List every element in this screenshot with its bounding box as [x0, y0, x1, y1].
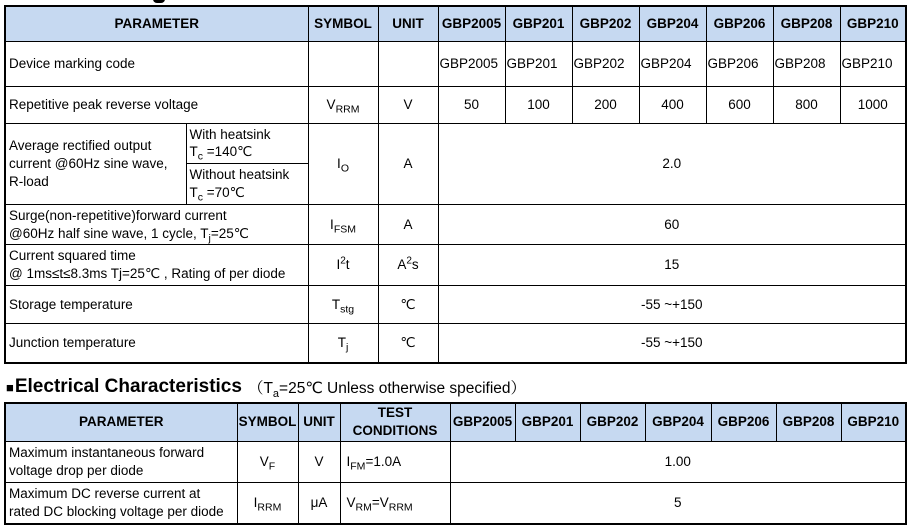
value-cell: 100 [505, 86, 572, 123]
condition-with-heatsink-cell: With heatsink $T_c$ =140℃ [186, 123, 308, 164]
unit-cell: ℃ [378, 324, 438, 363]
col-header-gbp201: GBP201 [515, 403, 580, 441]
col-header-gbp208: GBP208 [776, 403, 841, 441]
col-header-gbp201: GBP201 [505, 6, 572, 41]
symbol-cell: $T_{stg}$ [308, 286, 378, 324]
row-vrrm [5, 86, 906, 123]
row-tstg [5, 286, 906, 324]
value-cell: GBP208 [773, 41, 840, 86]
param-cell: Junction temperature [5, 324, 308, 363]
row-tj [5, 324, 906, 363]
unit-cell: V [298, 441, 340, 482]
value-cell: 2.0 [438, 123, 906, 204]
param-cell: Storage temperature [5, 286, 308, 324]
col-header-gbp202: GBP202 [572, 6, 639, 41]
test-condition-cell: $V_{RM}=V_{RRM}$ [340, 482, 450, 524]
col-header-gbp202: GBP202 [580, 403, 645, 441]
unit-cell: ℃ [378, 286, 438, 324]
test-condition-cell: $I_{FM}=1.0A$ [340, 441, 450, 482]
section-title: Electrical Characteristics [14, 376, 242, 397]
col-header-parameter: PARAMETER [5, 403, 237, 441]
row-io-with-heatsink [5, 123, 906, 164]
value-cell: -55 ~+150 [438, 324, 906, 363]
row-device-marking [5, 41, 906, 86]
param-cell: Repetitive peak reverse voltage [5, 86, 308, 123]
value-cell: 600 [706, 86, 773, 123]
condition-without-heatsink-cell: Without heatsink $T_c$ =70℃ [186, 164, 308, 205]
col-header-gbp2005: GBP2005 [450, 403, 515, 441]
value-cell: -55 ~+150 [438, 286, 906, 324]
col-header-symbol: SYMBOL [308, 6, 378, 41]
elec-header-row [5, 403, 906, 441]
unit-cell: A [378, 204, 438, 245]
col-header-unit: UNIT [378, 6, 438, 41]
value-cell: GBP206 [706, 41, 773, 86]
symbol-cell: $I_{FSM}$ [308, 204, 378, 245]
value-cell: 60 [438, 204, 906, 245]
col-header-unit: UNIT [298, 403, 340, 441]
value-cell: GBP201 [505, 41, 572, 86]
section-condition-note: （$T_a=25℃$ Unless otherwise specified） [247, 380, 527, 401]
col-header-gbp210: GBP210 [840, 6, 906, 41]
col-header-gbp206: GBP206 [706, 6, 773, 41]
unit-cell: μA [298, 482, 340, 524]
value-cell: GBP202 [572, 41, 639, 86]
electrical-characteristics-table [4, 402, 907, 525]
param-cell: Current squared time @ 1ms≤t≤8.3ms Tj=25℃ , Rating of per diode [5, 245, 308, 286]
param-cell: Device marking code [5, 41, 308, 86]
row-irrm [5, 482, 906, 524]
value-cell: GBP210 [840, 41, 906, 86]
col-header-gbp204: GBP204 [639, 6, 706, 41]
row-vf [5, 441, 906, 482]
unit-cell: A [378, 123, 438, 204]
row-ifsm [5, 204, 906, 245]
col-header-symbol: SYMBOL [237, 403, 298, 441]
param-cell: Surge(non-repetitive)forward current @60Hz half sine wave, 1 cycle, $T_j=25℃$ [5, 204, 308, 245]
value-cell: GBP2005 [438, 41, 505, 86]
value-cell: GBP204 [639, 41, 706, 86]
symbol-cell: $I^2t$ [308, 245, 378, 286]
value-cell: 1.00 [450, 441, 906, 482]
value-cell: 200 [572, 86, 639, 123]
param-cell: Average rectified output current @60Hz sine wave, R-load [5, 123, 186, 204]
unit-cell: V [378, 86, 438, 123]
col-header-gbp210: GBP210 [841, 403, 906, 441]
col-header-gbp204: GBP204 [645, 403, 711, 441]
col-header-parameter: PARAMETER [5, 6, 308, 41]
value-cell: 50 [438, 86, 505, 123]
param-cell: Maximum DC reverse current at rated DC blocking voltage per diode [5, 482, 237, 524]
symbol-cell [308, 41, 378, 86]
value-cell: 5 [450, 482, 906, 524]
value-cell: 800 [773, 86, 840, 123]
symbol-cell: $V_{RRM}$ [308, 86, 378, 123]
value-cell: 400 [639, 86, 706, 123]
param-cell: Maximum instantaneous forward voltage drop per diode [5, 441, 237, 482]
symbol-cell: $I_{RRM}$ [237, 482, 298, 524]
unit-cell: $A^2s$ [378, 245, 438, 286]
col-header-gbp206: GBP206 [711, 403, 776, 441]
ratings-header-row [5, 6, 906, 41]
col-header-gbp2005: GBP2005 [438, 6, 505, 41]
value-cell: 1000 [840, 86, 906, 123]
row-i2t [5, 245, 906, 286]
square-bullet-icon: ■ [6, 379, 14, 395]
clipped-heading-fragment [153, 0, 165, 3]
electrical-characteristics-heading [6, 374, 902, 400]
maximum-ratings-table [4, 5, 907, 364]
unit-cell [378, 41, 438, 86]
symbol-cell: $I_O$ [308, 123, 378, 204]
symbol-cell: $T_j$ [308, 324, 378, 363]
col-header-gbp208: GBP208 [773, 6, 840, 41]
value-cell: 15 [438, 245, 906, 286]
symbol-cell: $V_F$ [237, 441, 298, 482]
col-header-test-conditions: TEST CONDITIONS [340, 403, 450, 441]
